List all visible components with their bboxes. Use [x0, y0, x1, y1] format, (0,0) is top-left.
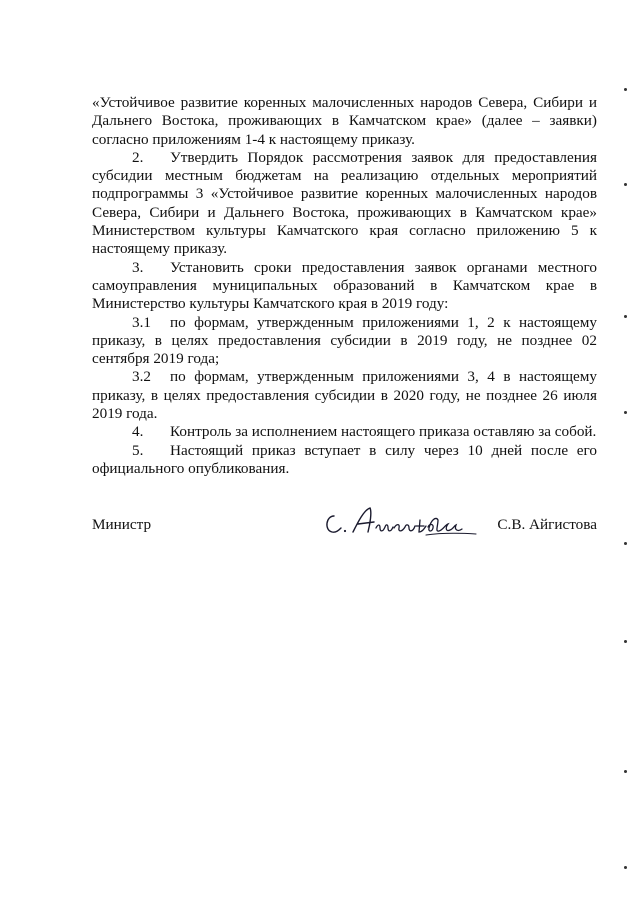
item-4 [92, 423, 597, 441]
margin-dot [624, 640, 627, 643]
item-text: Настоящий приказ вступает в силу через 10 дней после его официального опубликования. [92, 441, 597, 477]
margin-dot [624, 411, 627, 414]
item-text: по формам, утвержденным приложениями 3, 4 в настоящему приказу, в целях предоставления субсидии в 2020 году, не позднее 26 июля 2019 года. [92, 368, 597, 423]
item-3-2 [92, 368, 597, 423]
item-text: Утвердить Порядок рассмотрения заявок для предоставления субсидии местным бюджетам на реализацию отдельных мероприятий подпрограммы 3 «Устойчивое развитие коренных малочисленных народов Севера, Сибири и Дальнего Востока, проживающих в Камчатском крае» Министерством культуры Камчатского края согласно приложению 5 к настоящему приказу. [92, 148, 597, 258]
item-3 [92, 259, 597, 314]
margin-dot [624, 88, 627, 91]
margin-dot [624, 315, 627, 318]
signatory-title: Министр [92, 516, 152, 533]
margin-dot [624, 770, 627, 773]
item-text: по формам, утвержденным приложениями 1, 2 к настоящему приказу, в целях предоставления субсидии в 2019 году, не позднее 02 сентября 2019 года; [92, 313, 597, 368]
margin-dot [624, 866, 627, 869]
item-5 [92, 442, 597, 479]
signatory-name: С.В. Айгистова [497, 516, 597, 533]
item-number: 2. [132, 148, 144, 166]
margin-dot [624, 183, 627, 186]
item-number: 3.2 [132, 368, 151, 386]
item-2 [92, 149, 597, 259]
signature-block [92, 516, 597, 546]
item-text: Установить сроки предоставления заявок органами местного самоуправления муниципальных образований в Камчатском крае в Министерство культуры Камчатского края в 2019 году: [92, 258, 597, 313]
document-body [92, 94, 597, 478]
item-text: Контроль за исполнением настоящего приказа оставляю за собой. [170, 423, 597, 441]
item-3-1 [92, 314, 597, 369]
margin-dot [624, 542, 627, 545]
intro-paragraph: «Устойчивое развитие коренных малочисленных народов Севера, Сибири и Дальнего Востока, проживающих в Камчатском крае» (далее – заявки) согласно приложениям 1-4 к настоящему приказу. [92, 94, 597, 148]
item-number: 5. [132, 441, 144, 459]
item-number: 4. [132, 423, 144, 441]
signature-image [320, 502, 478, 542]
item-number: 3. [132, 258, 144, 276]
item-number: 3.1 [132, 313, 151, 331]
handwritten-signature [320, 502, 478, 542]
